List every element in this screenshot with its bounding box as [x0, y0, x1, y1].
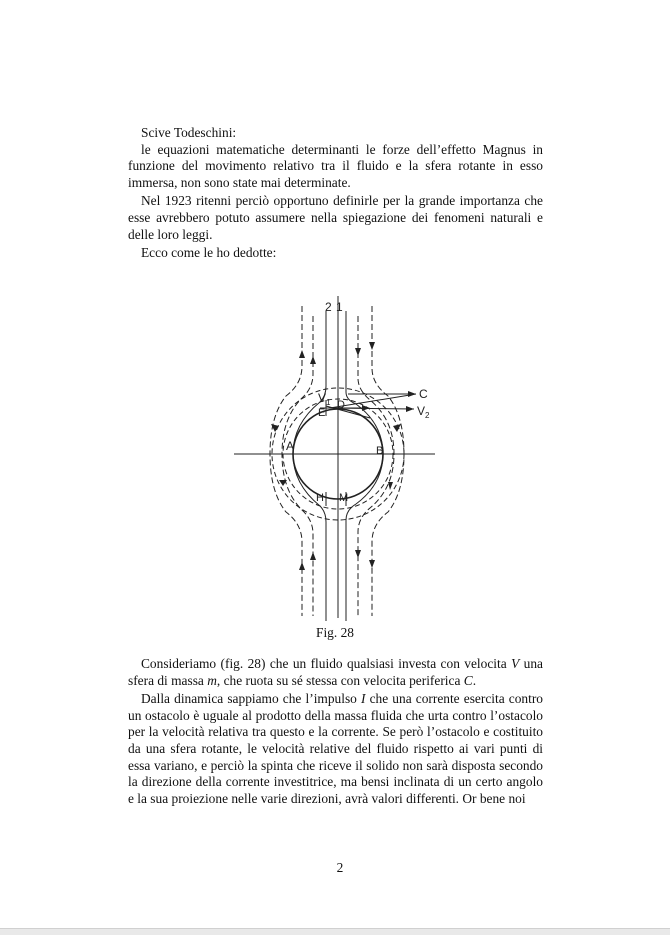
- arrow-right: [393, 424, 401, 432]
- figure-28: [230, 296, 450, 626]
- arrow-down: [369, 342, 375, 350]
- label-v1: $V_1$: [318, 391, 331, 407]
- arrow-right-v2: [406, 406, 414, 412]
- arrow-right: [388, 482, 393, 490]
- arrow-up: [310, 356, 316, 364]
- arrow-up: [310, 552, 316, 560]
- arrow-vector: [362, 405, 370, 411]
- figure-caption: Fig. 28: [316, 625, 354, 640]
- paragraph: Dalla dinamica sappiamo che l’impulso I che una corrente esercita contro un ostacolo è uguale al prodotto della massa fluida che urta contro l’ostacolo per la velocità relativa tra questo e la corrente. Se però l’ostacolo e costituito da una sfera rotante, le velocità relative del fluido rispetto ai vari punti di essa variano, e perciò la spinta che riceve il solido non sarà disposta secondo la direzione della corrente investitrice, ma bensi inclinata di un certo angolo e la sua proiezione nelle varie direzioni, avrà valori differenti. Or bene noi: [128, 691, 543, 806]
- page-number: 2: [336, 860, 344, 875]
- paragraph: Scive Todeschini:: [141, 125, 237, 140]
- label-m: M: [339, 492, 349, 504]
- label-h: H: [316, 492, 324, 504]
- label-v2: $V_2$: [417, 404, 430, 420]
- arrow-down: [369, 560, 375, 568]
- streamline-right-inner: [346, 311, 383, 621]
- fluid-flow-diagram: [230, 296, 450, 626]
- label-e: E: [318, 407, 326, 419]
- streamline-right-outer: [372, 306, 404, 616]
- arrow-down: [355, 550, 361, 558]
- text-block-bottom: [128, 656, 543, 807]
- label-a: A: [286, 439, 295, 453]
- streamline-right-middle: [358, 316, 394, 616]
- paragraph: Ecco come le ho dedotte:: [141, 245, 277, 261]
- arrow-up: [299, 562, 305, 570]
- streamline-left-inner: [293, 311, 326, 621]
- paragraph: Nel 1923 ritenni perciò opportuno definirle per la grande importanza che esse avrebbero potuto assumere nella spiegazione dei fenomeni naturali e delle loro leggi.: [128, 193, 543, 242]
- arrow-up: [299, 350, 305, 358]
- label-line-2: 2: [325, 300, 332, 314]
- paragraph: Consideriamo (fig. 28) che un fluido qualsiasi investa con velocita V una sfera di massa m, che ruota su sé stessa con velocita periferica C.: [128, 656, 543, 688]
- arrow-down: [355, 348, 361, 356]
- streamline-left-outer: [270, 306, 302, 616]
- streamline-left-middle: [282, 316, 313, 616]
- paragraph: le equazioni matematiche determinanti le forze dell’effetto Magnus in funzione del movimento relativo tra il fluido e la sfera rotante in esso immersa, non sono state mai determinate.: [128, 141, 543, 190]
- text-block-top: [128, 125, 543, 262]
- label-d: D: [337, 399, 345, 411]
- label-c: C: [419, 387, 428, 401]
- label-line-1: 1: [336, 300, 343, 314]
- arrow-right-c: [408, 391, 416, 397]
- label-b: B: [376, 445, 384, 457]
